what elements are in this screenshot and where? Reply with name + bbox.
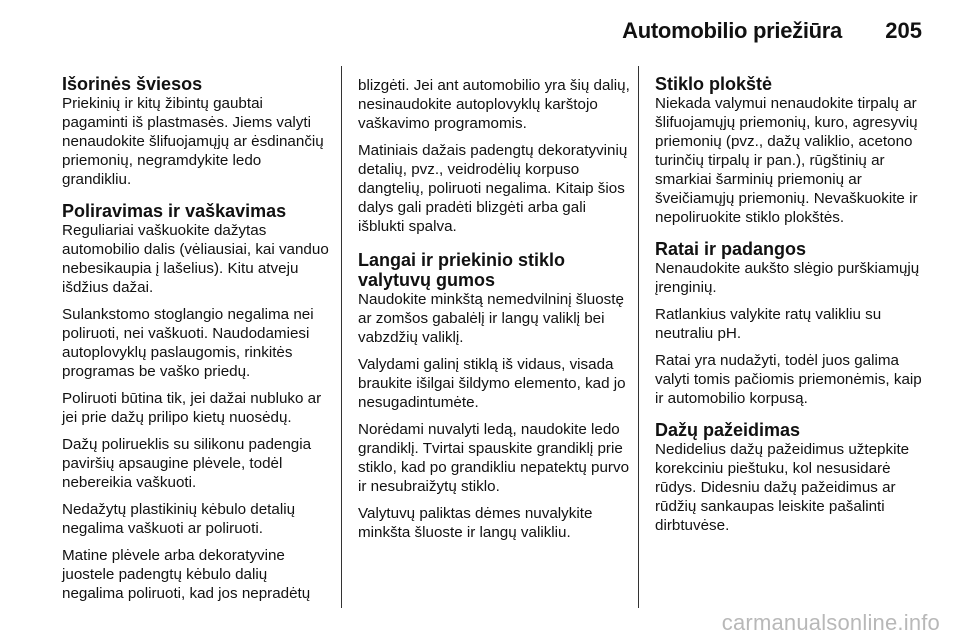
paragraph: Naudokite minkštą nemedvilninį šluostę ar zomšos gabalėlį ir langų valiklį bei vabzdžių valiklį.	[358, 291, 624, 346]
section-heading: Ratai ir padangos	[655, 239, 807, 259]
column-1	[62, 74, 332, 615]
paragraph: blizgėti. Jei ant automobilio yra šių dalių, nesinaudokite autoplovyklų karštojo vaškavimo programomis.	[358, 77, 630, 132]
paragraph: Valydami galinį stiklą iš vidaus, visada braukite išilgai šildymo elemento, kad jo nesugadintumėte.	[358, 356, 626, 411]
section-glass-panel	[655, 74, 925, 227]
section-heading: Stiklo plokštė	[655, 74, 773, 94]
section-polishing	[62, 201, 332, 603]
paragraph: Norėdami nuvalyti ledą, naudokite ledo grandiklį. Tvirtai spauskite grandiklį prie stiklo, kad po grandikliu nepatektų purvo ir nesubraižytų stiklo.	[358, 421, 630, 495]
paragraph: Matine plėvele arba dekoratyvine juostele padengtų kėbulo dalių negalima poliruoti, kad jos nepradėtų	[62, 547, 311, 602]
paragraph: Matiniais dažais padengtų dekoratyvinių detalių, pvz., veidrodėlių korpuso dangtelių, poliruoti negalima. Kitaip šios dalys gali pradėti blizgėti arba gali išblukti spalva.	[358, 142, 628, 235]
section-heading: Poliravimas ir vaškavimas	[62, 201, 287, 221]
section-heading: Išorinės šviesos	[62, 74, 203, 94]
section-heading: Dažų pažeidimas	[655, 420, 801, 440]
paragraph: Ratai yra nudažyti, todėl juos galima valyti tomis pačiomis priemonėmis, kaip ir automobilio korpusą.	[655, 352, 922, 407]
paragraph: Ratlankius valykite ratų valikliu su neutraliu pH.	[655, 306, 882, 342]
source-watermark: carmanualsonline.info	[721, 610, 940, 635]
paragraph: Nenaudokite aukšto slėgio purškiamųjų įrenginių.	[655, 260, 920, 296]
column-divider-right	[638, 66, 639, 608]
column-2	[358, 76, 632, 550]
paragraph: Dažų polirueklis su silikonu padengia paviršių apsaugine plėvele, todėl nebereikia vaškuoti.	[62, 436, 312, 491]
section-wheels-tyres	[655, 239, 925, 408]
paragraph: Poliruoti būtina tik, jei dažai nubluko ar jei prie dažų prilipo kietų nuosėdų.	[62, 390, 322, 426]
section-exterior-lights	[62, 74, 332, 189]
page-number: 205	[885, 18, 922, 43]
section-paint-damage	[655, 420, 925, 535]
paragraph: Valytuvų paliktas dėmes nuvalykite minkšta šluoste ir langų valikliu.	[358, 505, 593, 541]
column-divider-left	[341, 66, 342, 608]
section-heading: Langai ir priekinio stiklo valytuvų gumos	[358, 250, 566, 290]
paragraph: Nedidelius dažų pažeidimus užtepkite korekciniu pieštuku, kol nesusidarė rūdys. Didesniu dažų pažeidimus ar rūdžių sankaupas leiskite pašalinti dirbtuvėse.	[655, 441, 910, 534]
paragraph: Sulankstomo stoglangio negalima nei poliruoti, nei vaškuoti. Naudodamiesi autoplovyklų paslaugomis, rinkitės programas be vaško priedų.	[62, 306, 314, 380]
paragraph: Niekada valymui nenaudokite tirpalų ar šlifuojamųjų priemonių, kuro, agresyvių priemonių (pvz., dažų valiklio, acetono turinčių tirpalų ir pan.), rūgštinių ar smarkiai šarminių priemonių ar šveičiamųjų priemonių. Nevaškuokite ir nepoliruokite stiklo plokštės.	[655, 95, 918, 226]
paragraph: Reguliariai vaškuokite dažytas automobilio dalis (vėliausiai, kai vanduo nebesikaupia į lašelius). Kitu atveju išdžius dažai.	[62, 222, 329, 296]
column-3	[655, 74, 925, 547]
paragraph: Nedažytų plastikinių kėbulo detalių negalima vaškuoti ar poliruoti.	[62, 501, 296, 537]
paragraph: Priekinių ir kitų žibintų gaubtai pagaminti iš plastmasės. Jiems valyti nenaudokite šlifuojamųjų ar ėsdinančių priemonių, negramdykite ledo grandikliu.	[62, 95, 324, 188]
page-title: Automobilio priežiūra	[622, 18, 842, 43]
page-header	[0, 0, 960, 56]
